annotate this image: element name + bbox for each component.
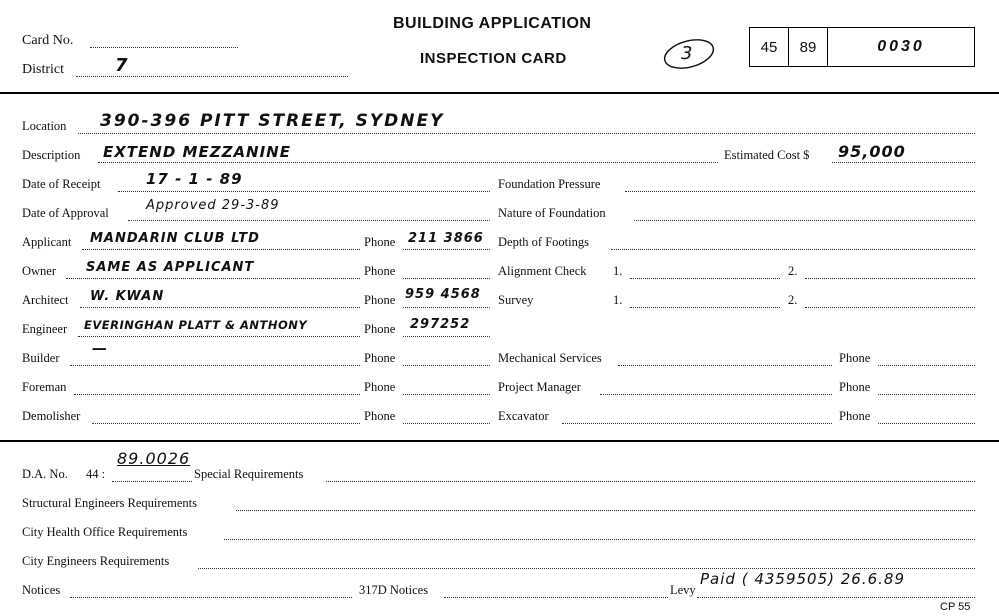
builder-phone-label: Phone	[364, 351, 396, 365]
depth-of-footings-label: Depth of Footings	[498, 235, 589, 249]
owner-phone-line	[403, 278, 490, 279]
health-requirements-label: City Health Office Requirements	[22, 525, 188, 539]
mechanical-phone-line	[878, 365, 975, 366]
alignment-check-line-1	[630, 278, 780, 279]
builder-label: Builder	[22, 351, 60, 365]
estimated-cost-line	[832, 162, 975, 163]
da-no-value: 89.0026	[117, 449, 191, 468]
title-line-1: BUILDING APPLICATION	[393, 15, 592, 32]
notices-label: Notices	[22, 583, 61, 597]
date-of-receipt-label: Date of Receipt	[22, 177, 101, 191]
survey-line-1	[630, 307, 780, 308]
applicant-phone-line	[403, 249, 490, 250]
location-value: 390-396 PITT STREET, SYDNEY	[100, 111, 445, 131]
city-engineers-line	[198, 568, 975, 569]
header-divider	[0, 92, 999, 94]
structural-requirements-label: Structural Engineers Requirements	[22, 496, 197, 510]
demolisher-label: Demolisher	[22, 409, 81, 423]
date-of-approval-line	[128, 220, 490, 221]
location-label: Location	[22, 119, 67, 133]
card-no-line	[90, 47, 238, 48]
survey-1: 1.	[613, 293, 623, 307]
builder-phone-line	[403, 365, 490, 366]
architect-phone-line	[403, 307, 490, 308]
ref-cell-2: 89	[789, 28, 828, 66]
date-of-receipt-line	[118, 191, 490, 192]
form-code: CP 55	[940, 601, 971, 613]
demolisher-phone-line	[403, 423, 490, 424]
architect-label: Architect	[22, 293, 69, 307]
owner-phone-label: Phone	[364, 264, 396, 278]
engineer-value: EVERINGHAN PLATT & ANTHONY	[84, 318, 308, 332]
survey-label: Survey	[498, 293, 534, 307]
project-manager-line	[600, 394, 832, 395]
estimated-cost-label: Estimated Cost $	[724, 148, 810, 162]
demolisher-line	[92, 423, 360, 424]
mechanical-services-label: Mechanical Services	[498, 351, 602, 365]
owner-label: Owner	[22, 264, 57, 278]
notices-317d-label: 317D Notices	[359, 583, 429, 597]
builder-value: —	[92, 339, 108, 357]
ref-cell-1: 45	[750, 28, 789, 66]
applicant-line	[82, 249, 360, 250]
engineer-label: Engineer	[22, 322, 68, 336]
notices-line	[70, 597, 352, 598]
structural-requirements-line	[236, 510, 975, 511]
da-prefix: 44 :	[86, 467, 106, 481]
date-of-approval-label: Date of Approval	[22, 206, 109, 220]
depth-of-footings-line	[611, 249, 975, 250]
owner-line	[66, 278, 360, 279]
levy-value: Paid ( 4359505) 26.6.89	[700, 570, 905, 588]
notices-317d-line	[444, 597, 668, 598]
excavator-phone-label: Phone	[839, 409, 871, 423]
ref-cell-3: 0030	[877, 38, 925, 55]
special-requirements-label: Special Requirements	[194, 467, 304, 481]
foreman-phone-line	[403, 394, 490, 395]
reference-number-box	[749, 27, 975, 67]
estimated-cost-value: 95,000	[838, 142, 906, 161]
builder-line	[70, 365, 360, 366]
alignment-check-1: 1.	[613, 264, 623, 278]
requirements-divider	[0, 440, 999, 442]
card-no-label: Card No.	[22, 33, 74, 48]
engineer-phone-label: Phone	[364, 322, 396, 336]
date-of-approval-value: Approved 29-3-89	[146, 198, 280, 213]
description-value: EXTEND MEZZANINE	[103, 143, 291, 161]
alignment-check-label: Alignment Check	[498, 264, 587, 278]
foreman-phone-label: Phone	[364, 380, 396, 394]
applicant-label: Applicant	[22, 235, 72, 249]
excavator-phone-line	[878, 423, 975, 424]
applicant-phone-label: Phone	[364, 235, 396, 249]
foundation-pressure-line	[625, 191, 975, 192]
project-manager-phone-label: Phone	[839, 380, 871, 394]
mechanical-services-line	[618, 365, 832, 366]
project-manager-label: Project Manager	[498, 380, 581, 394]
location-line	[78, 133, 975, 134]
excavator-line	[562, 423, 832, 424]
excavator-label: Excavator	[498, 409, 549, 423]
mechanical-phone-label: Phone	[839, 351, 871, 365]
engineer-phone-value: 297252	[410, 317, 471, 332]
engineer-line	[78, 336, 360, 337]
district-label: District	[22, 62, 64, 77]
nature-of-foundation-line	[634, 220, 975, 221]
district-value: 7	[115, 55, 129, 76]
architect-phone-label: Phone	[364, 293, 396, 307]
applicant-value: MANDARIN CLUB LTD	[90, 231, 260, 246]
architect-line	[80, 307, 360, 308]
engineer-phone-line	[403, 336, 490, 337]
da-no-label: D.A. No.	[22, 467, 68, 481]
architect-phone-value: 959 4568	[405, 287, 481, 302]
da-no-line	[112, 481, 192, 482]
foreman-label: Foreman	[22, 380, 67, 394]
survey-line-2	[805, 307, 975, 308]
demolisher-phone-label: Phone	[364, 409, 396, 423]
district-line	[76, 76, 348, 77]
owner-value: SAME AS APPLICANT	[86, 260, 255, 275]
applicant-phone-value: 211 3866	[408, 231, 484, 246]
health-requirements-line	[224, 539, 975, 540]
foundation-pressure-label: Foundation Pressure	[498, 177, 601, 191]
foreman-line	[74, 394, 360, 395]
description-label: Description	[22, 148, 81, 162]
levy-label: Levy	[670, 583, 696, 597]
nature-of-foundation-label: Nature of Foundation	[498, 206, 606, 220]
city-engineers-label: City Engineers Requirements	[22, 554, 170, 568]
architect-value: W. KWAN	[90, 289, 165, 304]
alignment-check-line-2	[805, 278, 975, 279]
circled-number	[661, 34, 721, 74]
circled-number-text: 3	[681, 43, 694, 64]
survey-2: 2.	[788, 293, 798, 307]
description-line	[98, 162, 718, 163]
project-manager-phone-line	[878, 394, 975, 395]
special-requirements-line	[326, 481, 975, 482]
date-of-receipt-value: 17 - 1 - 89	[146, 170, 243, 188]
levy-line	[697, 597, 975, 598]
alignment-check-2: 2.	[788, 264, 798, 278]
title-line-2: INSPECTION CARD	[420, 50, 567, 67]
